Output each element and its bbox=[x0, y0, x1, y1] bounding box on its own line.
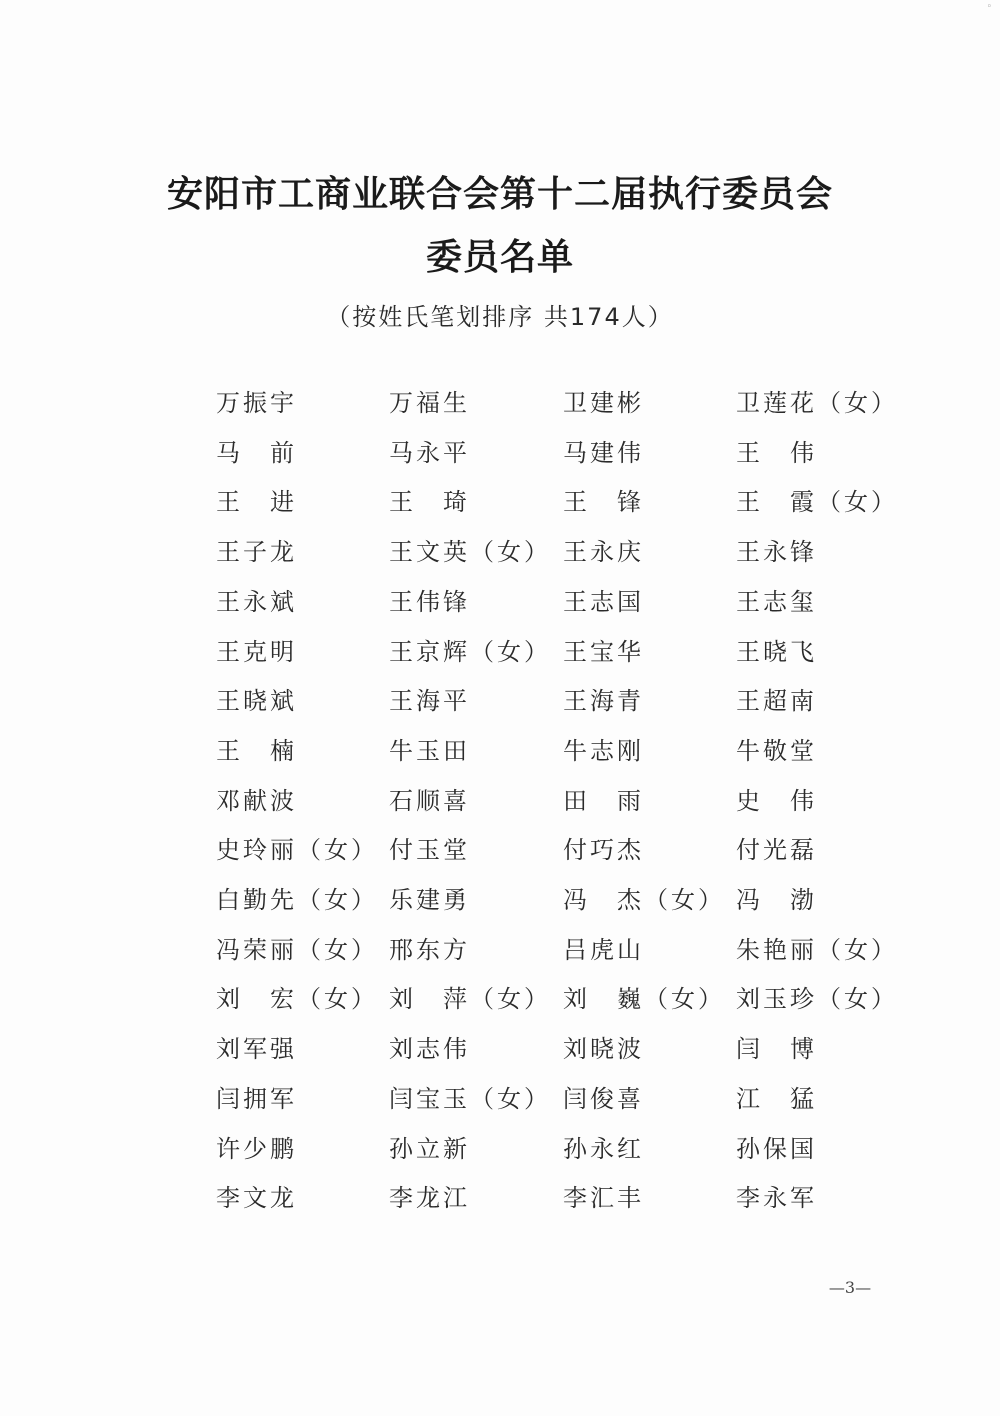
member-name: 刘志伟 bbox=[389, 1035, 470, 1063]
member-name: 刘 巍（女） bbox=[563, 985, 725, 1013]
member-name: 万福生 bbox=[389, 389, 470, 417]
member-name: 王超南 bbox=[736, 687, 817, 715]
member-name: 闫 博 bbox=[736, 1035, 817, 1063]
member-name: 闫宝玉（女） bbox=[389, 1085, 551, 1113]
member-name: 史 伟 bbox=[736, 787, 817, 815]
page-title-line2: 委员名单 bbox=[425, 236, 574, 278]
member-name: 李文龙 bbox=[216, 1184, 297, 1212]
member-name: 孙永红 bbox=[563, 1135, 644, 1163]
member-name: 乐建勇 bbox=[389, 886, 470, 914]
member-name: 邢东方 bbox=[389, 936, 470, 964]
member-name: 王京辉（女） bbox=[389, 638, 551, 666]
member-name: 朱艳丽（女） bbox=[736, 936, 898, 964]
member-name: 卫莲花（女） bbox=[736, 389, 898, 417]
member-name: 马永平 bbox=[389, 439, 470, 467]
member-name: 刘 宏（女） bbox=[216, 985, 378, 1013]
member-name: 王永庆 bbox=[563, 538, 644, 566]
member-name: 李汇丰 bbox=[563, 1184, 644, 1212]
member-name: 闫拥军 bbox=[216, 1085, 297, 1113]
member-name: 白勤先（女） bbox=[216, 886, 378, 914]
corner-mark: ◦ bbox=[986, 2, 992, 12]
member-name: 牛志刚 bbox=[563, 737, 644, 765]
member-name: 冯 渤 bbox=[736, 886, 817, 914]
member-name: 邓献波 bbox=[216, 787, 297, 815]
member-name: 马 前 bbox=[216, 439, 297, 467]
member-name: 刘玉珍（女） bbox=[736, 985, 898, 1013]
member-name: 孙保国 bbox=[736, 1135, 817, 1163]
member-name: 刘晓波 bbox=[563, 1035, 644, 1063]
member-name: 万振宇 bbox=[216, 389, 297, 417]
member-name: 王文英（女） bbox=[389, 538, 551, 566]
member-name: 王 进 bbox=[216, 488, 297, 516]
member-name-list bbox=[0, 388, 1000, 1238]
member-name: 马建伟 bbox=[563, 439, 644, 467]
member-name: 王海青 bbox=[563, 687, 644, 715]
member-name: 王志玺 bbox=[736, 588, 817, 616]
member-name: 石顺喜 bbox=[389, 787, 470, 815]
member-name: 王 霞（女） bbox=[736, 488, 898, 516]
member-name: 李永军 bbox=[736, 1184, 817, 1212]
member-name: 孙立新 bbox=[389, 1135, 470, 1163]
member-name: 王子龙 bbox=[216, 538, 297, 566]
member-name: 牛玉田 bbox=[389, 737, 470, 765]
member-name: 闫俊喜 bbox=[563, 1085, 644, 1113]
page-subtitle: （按姓氏笔划排序 共174人） bbox=[326, 303, 674, 331]
member-name: 王晓飞 bbox=[736, 638, 817, 666]
member-name: 王宝华 bbox=[563, 638, 644, 666]
member-name: 卫建彬 bbox=[563, 389, 644, 417]
member-name: 王克明 bbox=[216, 638, 297, 666]
member-name: 江 猛 bbox=[736, 1085, 817, 1113]
member-name: 付光磊 bbox=[736, 836, 817, 864]
member-name: 付巧杰 bbox=[563, 836, 644, 864]
member-name: 刘军强 bbox=[216, 1035, 297, 1063]
member-name: 牛敬堂 bbox=[736, 737, 817, 765]
member-name: 王 琦 bbox=[389, 488, 470, 516]
member-name: 王志国 bbox=[563, 588, 644, 616]
member-name: 冯 杰（女） bbox=[563, 886, 725, 914]
member-name: 王晓斌 bbox=[216, 687, 297, 715]
page-number: —3— bbox=[828, 1278, 872, 1297]
member-name: 冯荣丽（女） bbox=[216, 936, 378, 964]
member-name: 王 锋 bbox=[563, 488, 644, 516]
member-name: 王海平 bbox=[389, 687, 470, 715]
member-name: 田 雨 bbox=[563, 787, 644, 815]
member-name: 许少鹏 bbox=[216, 1135, 297, 1163]
member-name: 史玲丽（女） bbox=[216, 836, 378, 864]
member-name: 王 楠 bbox=[216, 737, 297, 765]
member-name: 王永斌 bbox=[216, 588, 297, 616]
member-name: 刘 萍（女） bbox=[389, 985, 551, 1013]
member-name: 吕虎山 bbox=[563, 936, 644, 964]
member-name: 付玉堂 bbox=[389, 836, 470, 864]
page-title: 安阳市工商业联合会第十二届执行委员会 bbox=[166, 173, 833, 215]
member-name: 李龙江 bbox=[389, 1184, 470, 1212]
member-name: 王伟锋 bbox=[389, 588, 470, 616]
member-name: 王永锋 bbox=[736, 538, 817, 566]
member-name: 王 伟 bbox=[736, 439, 817, 467]
